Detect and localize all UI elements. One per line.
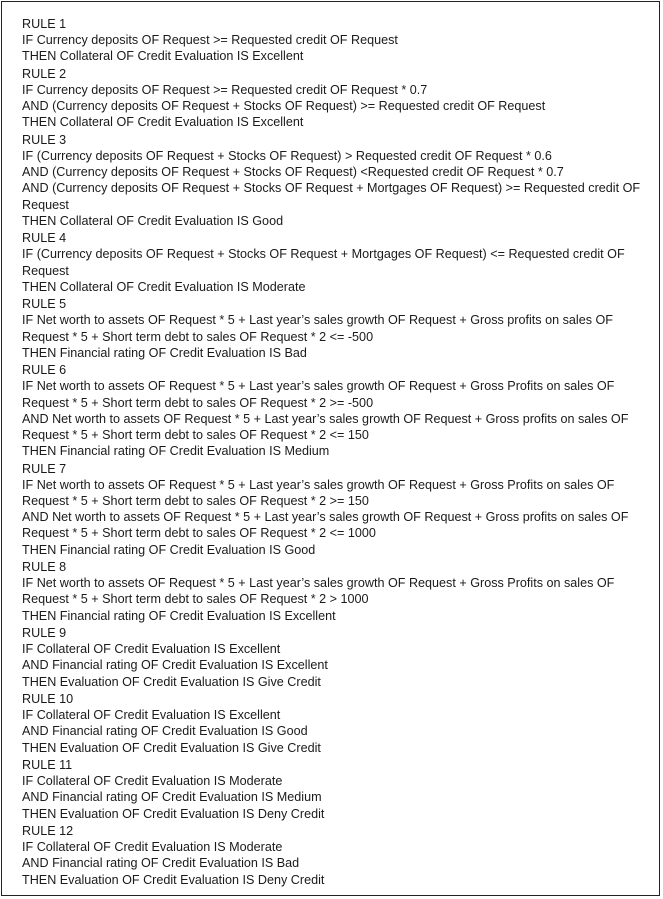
rule-line: THEN Collateral OF Credit Evaluation IS Good [22,213,284,228]
rule-line: THEN Financial rating OF Credit Evaluation IS Excellent [22,608,336,623]
rule-line: AND (Currency deposits OF Request + Stocks OF Request + Mortgages OF Request) >= Requested credit OF Request [22,181,644,212]
rule-title: RULE 2 [22,66,67,81]
rule-block-3 [22,132,654,229]
rule-line: IF Net worth to assets OF Request * 5 + Last year’s sales growth OF Request + Gross Profits on sales OF Request * 5 + Short term debt to sales OF Request * 2 >= -500 [22,379,618,410]
rule-title: RULE 10 [22,692,74,707]
rule-line: IF Net worth to assets OF Request * 5 + Last year’s sales growth OF Request + Gross Profits on sales OF Request * 5 + Short term debt to sales OF Request * 2 >= 150 [22,477,618,509]
rule-title: RULE 5 [22,297,67,312]
rule-line: IF Currency deposits OF Request >= Requested credit OF Request [22,33,398,48]
rule-line: IF Collateral OF Credit Evaluation IS Excellent [22,642,281,657]
rule-title: RULE 7 [22,461,67,476]
rule-line: THEN Financial rating OF Credit Evaluation IS Medium [22,444,330,459]
rule-line: AND Net worth to assets OF Request * 5 + Last year’s sales growth OF Request + Gross profits on sales OF Request * 5 + Short term debt to sales OF Request * 2 <= 150 [22,411,632,443]
rule-title: RULE 6 [22,363,67,378]
rule-line: THEN Collateral OF Credit Evaluation IS Moderate [22,279,306,294]
rule-line: THEN Evaluation OF Credit Evaluation IS Deny Credit [22,806,325,821]
rule-line: THEN Evaluation OF Credit Evaluation IS Give Credit [22,674,321,689]
rule-title: RULE 4 [22,231,67,246]
rule-title: RULE 11 [22,758,73,773]
rule-title: RULE 9 [22,626,67,641]
rule-block-9 [22,625,654,690]
rule-block-6 [22,362,654,459]
rule-block-11 [22,757,654,822]
rule-line: AND Financial rating OF Credit Evaluation IS Medium [22,790,322,805]
rule-line: IF Collateral OF Credit Evaluation IS Moderate [22,840,283,855]
rule-title: RULE 3 [22,132,67,147]
rule-line: IF Net worth to assets OF Request * 5 + Last year’s sales growth OF Request + Gross profits on sales OF Request * 5 + Short term debt to sales OF Request * 2 <= -500 [22,313,617,344]
rule-block-5 [22,296,654,361]
rule-line: THEN Financial rating OF Credit Evaluation IS Good [22,542,316,557]
rule-line: AND (Currency deposits OF Request + Stocks OF Request) >= Requested credit OF Request [22,99,546,114]
rule-line: THEN Collateral OF Credit Evaluation IS Excellent [22,115,304,130]
rule-line: THEN Evaluation OF Credit Evaluation IS Give Credit [22,740,321,755]
rules-document-frame [1,1,660,896]
rule-line: IF (Currency deposits OF Request + Stocks OF Request) > Requested credit OF Request * 0.6 [22,149,552,163]
rule-line: AND Financial rating OF Credit Evaluation IS Excellent [22,658,328,673]
rule-line: AND (Currency deposits OF Request + Stocks OF Request) <Requested credit OF Request * 0.7 [22,165,564,180]
rule-line: IF Collateral OF Credit Evaluation IS Excellent [22,708,281,723]
rule-block-10 [22,691,654,756]
rule-block-7 [22,461,654,558]
rule-line: AND Financial rating OF Credit Evaluation IS Good [22,724,308,739]
rule-line: IF Net worth to assets OF Request * 5 + Last year’s sales growth OF Request + Gross Profits on sales OF Request * 5 + Short term debt to sales OF Request * 2 > 1000 [22,576,618,607]
rule-title: RULE 1 [22,17,67,31]
rule-block-1 [22,16,654,65]
rule-block-8 [22,559,654,624]
rule-line: AND Financial rating OF Credit Evaluation IS Bad [22,856,300,871]
rule-line: THEN Financial rating OF Credit Evaluation IS Bad [22,345,307,360]
rule-line: IF Currency deposits OF Request >= Requested credit OF Request * 0.7 [22,83,428,97]
rule-block-12 [22,823,654,888]
rule-line: THEN Evaluation OF Credit Evaluation IS Deny Credit [22,872,325,887]
rule-block-2 [22,66,654,131]
rule-line: IF Collateral OF Credit Evaluation IS Moderate [22,774,283,789]
rule-line: THEN Collateral OF Credit Evaluation IS Excellent [22,49,304,64]
rule-title: RULE 12 [22,824,74,839]
rules-list [22,16,654,889]
rule-title: RULE 8 [22,560,67,575]
rule-line: AND Net worth to assets OF Request * 5 + Last year’s sales growth OF Request + Gross profits on sales OF Request * 5 + Short term debt to sales OF Request * 2 <= 1000 [22,510,632,541]
rule-line: IF (Currency deposits OF Request + Stocks OF Request + Mortgages OF Request) <= Requested credit OF Request [22,247,629,278]
rule-block-4 [22,230,654,295]
